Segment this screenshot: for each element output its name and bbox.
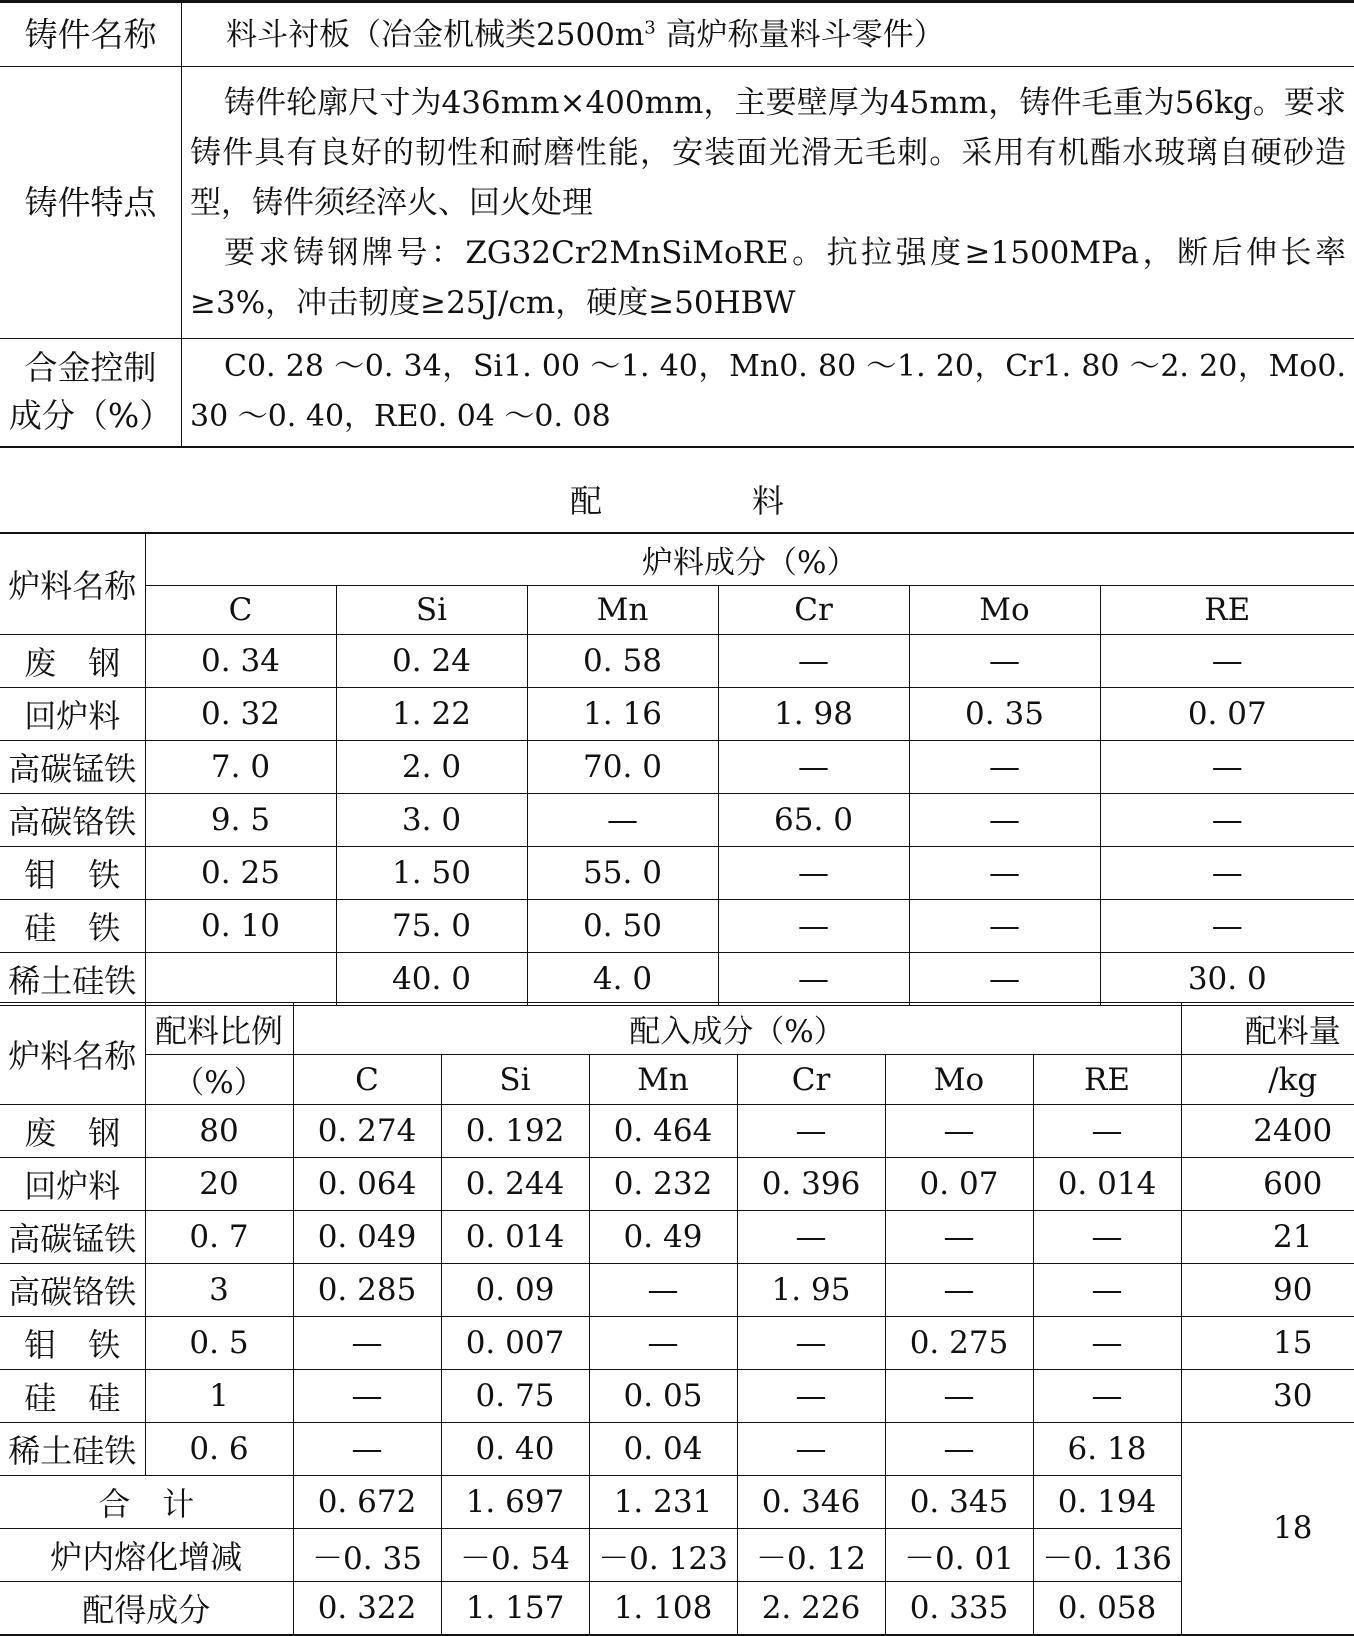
table-cell: 0. 35: [909, 687, 1100, 740]
table-cell: 0. 014: [1033, 1158, 1181, 1211]
alloy-control-label: [0, 339, 182, 447]
row-name: 回炉料: [0, 1158, 145, 1211]
table-cell: 0. 32: [145, 687, 336, 740]
amount-cell: 15: [1181, 1317, 1354, 1370]
alloy-control-row: [0, 339, 1354, 447]
ratio-cell: 0. 6: [145, 1423, 293, 1476]
table-cell: 0. 064: [293, 1158, 441, 1211]
mix-group-header: 配入成分（%）: [293, 1003, 1181, 1055]
table-row: [0, 952, 1354, 1005]
table-cell: 0. 49: [589, 1211, 737, 1264]
casting-name-label: 铸件名称: [0, 2, 182, 67]
table-cell: 0. 10: [145, 899, 336, 952]
table-cell: 1. 697: [441, 1476, 589, 1529]
row-name: 废 钢: [0, 1105, 145, 1158]
casting-name-tail: 高炉称量料斗零件）: [656, 17, 945, 53]
table-cell: —: [1100, 793, 1354, 846]
table-cell: —: [909, 793, 1100, 846]
table-cell: 0. 40: [441, 1423, 589, 1476]
table-cell: 0. 75: [441, 1370, 589, 1423]
features-paragraph-1: 铸件轮廓尺寸为436mm×400mm，主要壁厚为45mm，铸件毛重为56kg。要求铸件具有良好的韧性和耐磨性能，安装面光滑无毛刺。采用有机酯水玻璃自硬砂造型，铸件须经淬火、回火处理: [190, 78, 1346, 228]
table-cell: 0. 275: [885, 1317, 1033, 1370]
table-cell: －0. 01: [885, 1529, 1033, 1582]
casting-name-row: [0, 2, 1354, 67]
column-header: Cr: [718, 585, 909, 634]
casting-name-value: [182, 2, 1354, 67]
table-row: [0, 793, 1354, 846]
table-cell: 3. 0: [336, 793, 527, 846]
column-header: C: [145, 585, 336, 634]
casting-name-text: 料斗衬板（冶金机械类2500m: [226, 17, 644, 53]
table-cell: —: [1100, 846, 1354, 899]
table-cell: 9. 5: [145, 793, 336, 846]
section-title-left: 配: [570, 476, 602, 522]
table-cell: 0. 34: [145, 634, 336, 687]
column-header: RE: [1033, 1055, 1181, 1105]
table-cell: 75. 0: [336, 899, 527, 952]
casting-info-table: [0, 0, 1354, 448]
table-cell: —: [1100, 740, 1354, 793]
charge-composition-table: [0, 532, 1354, 1006]
row-name: 高碳锰铁: [0, 1211, 145, 1264]
table-cell: 0. 07: [1100, 687, 1354, 740]
amount-cell: 600: [1181, 1158, 1354, 1211]
table-cell: —: [718, 952, 909, 1005]
mix-ratio-header-unit: （%）: [145, 1055, 293, 1105]
table-cell: —: [718, 634, 909, 687]
table-cell: 0. 345: [885, 1476, 1033, 1529]
table-cell: 70. 0: [527, 740, 718, 793]
table-cell: 2. 226: [737, 1582, 885, 1635]
table-cell: 0. 396: [737, 1158, 885, 1211]
table-cell: 0. 335: [885, 1582, 1033, 1635]
table-cell: 40. 0: [336, 952, 527, 1005]
column-header: Mo: [909, 585, 1100, 634]
table-cell: [145, 952, 336, 1005]
column-header: RE: [1100, 585, 1354, 634]
table-cell: 0. 58: [527, 634, 718, 687]
table-cell: —: [909, 634, 1100, 687]
table-row: [0, 1317, 1354, 1370]
table-cell: —: [737, 1423, 885, 1476]
table-cell: 0. 274: [293, 1105, 441, 1158]
table-cell: 0. 322: [293, 1582, 441, 1635]
row-name: 稀土硅铁: [0, 952, 145, 1005]
alloy-label-line-2: 成分（%）: [0, 392, 181, 440]
table-row: [0, 634, 1354, 687]
table-cell: —: [1033, 1211, 1181, 1264]
table-row: [0, 846, 1354, 899]
table-cell: 0. 464: [589, 1105, 737, 1158]
alloy-control-value: [182, 339, 1354, 447]
table-cell: 0. 192: [441, 1105, 589, 1158]
section-title-right: 料: [752, 476, 784, 522]
table-cell: —: [718, 899, 909, 952]
table-cell: 0. 058: [1033, 1582, 1181, 1635]
mix-column-header-row: [0, 1055, 1354, 1105]
table-row: [0, 740, 1354, 793]
composition-column-header-row: [0, 585, 1354, 634]
amount-cell: 30: [1181, 1370, 1354, 1423]
table-cell: —: [527, 793, 718, 846]
table-cell: —: [909, 740, 1100, 793]
row-name: 废 钢: [0, 634, 145, 687]
row-name: 钼 铁: [0, 846, 145, 899]
table-cell: —: [909, 952, 1100, 1005]
summary-row: [0, 1476, 1354, 1529]
row-name: 高碳锰铁: [0, 740, 145, 793]
table-cell: 1. 98: [718, 687, 909, 740]
row-name: 高碳铬铁: [0, 1264, 145, 1317]
section-title: [0, 466, 1354, 532]
mix-amount-header: 配料量: [1181, 1003, 1354, 1055]
table-cell: 30. 0: [1100, 952, 1354, 1005]
table-cell: －0. 12: [737, 1529, 885, 1582]
table-cell: —: [1033, 1105, 1181, 1158]
table-cell: 0. 346: [737, 1476, 885, 1529]
row-name: 硅 铁: [0, 899, 145, 952]
table-cell: —: [909, 899, 1100, 952]
table-cell: 0. 232: [589, 1158, 737, 1211]
table-row: [0, 899, 1354, 952]
composition-name-header: 炉料名称: [0, 533, 145, 634]
table-cell: —: [718, 846, 909, 899]
summary-row-name: 炉内熔化增减: [0, 1529, 293, 1582]
amount-cell: 2400: [1181, 1105, 1354, 1158]
table-cell: 0. 25: [145, 846, 336, 899]
table-cell: —: [1033, 1264, 1181, 1317]
amount-cell: 21: [1181, 1211, 1354, 1264]
summary-row-name: 合 计: [0, 1476, 293, 1529]
amount-cell: 90: [1181, 1264, 1354, 1317]
mix-amount-header-unit: /kg: [1181, 1055, 1354, 1105]
table-cell: 7. 0: [145, 740, 336, 793]
mix-name-header: 炉料名称: [0, 1003, 145, 1105]
ratio-cell: 3: [145, 1264, 293, 1317]
table-cell: —: [885, 1264, 1033, 1317]
table-cell: 0. 194: [1033, 1476, 1181, 1529]
row-name: 钼 铁: [0, 1317, 145, 1370]
table-cell: —: [1100, 634, 1354, 687]
table-cell: 1. 95: [737, 1264, 885, 1317]
column-header: Si: [336, 585, 527, 634]
ratio-cell: 20: [145, 1158, 293, 1211]
table-cell: 1. 16: [527, 687, 718, 740]
table-row: [0, 687, 1354, 740]
table-cell: —: [589, 1264, 737, 1317]
table-cell: 55. 0: [527, 846, 718, 899]
casting-features-row: [0, 67, 1354, 339]
table-cell: 0. 007: [441, 1317, 589, 1370]
table-cell: 0. 014: [441, 1211, 589, 1264]
mix-ratio-header: 配料比例: [145, 1003, 293, 1055]
table-cell: —: [737, 1370, 885, 1423]
table-cell: —: [737, 1317, 885, 1370]
table-cell: －0. 136: [1033, 1529, 1181, 1582]
casting-features-label: 铸件特点: [0, 67, 182, 339]
row-name: 回炉料: [0, 687, 145, 740]
table-cell: －0. 35: [293, 1529, 441, 1582]
table-cell: 0. 09: [441, 1264, 589, 1317]
table-cell: —: [737, 1105, 885, 1158]
table-cell: —: [909, 846, 1100, 899]
table-cell: —: [885, 1211, 1033, 1264]
table-cell: 0. 24: [336, 634, 527, 687]
table-row: [0, 1423, 1354, 1476]
summary-row: [0, 1529, 1354, 1582]
summary-row-name: 配得成分: [0, 1582, 293, 1635]
column-header: Mn: [589, 1055, 737, 1105]
ratio-cell: 1: [145, 1370, 293, 1423]
table-cell: —: [1033, 1317, 1181, 1370]
table-cell: 1. 231: [589, 1476, 737, 1529]
table-row: [0, 1158, 1354, 1211]
column-header: Mn: [527, 585, 718, 634]
table-cell: 1. 50: [336, 846, 527, 899]
table-row: [0, 1105, 1354, 1158]
row-name: 高碳铬铁: [0, 793, 145, 846]
composition-group-header: 炉料成分（%）: [145, 533, 1354, 585]
casting-features-value: [182, 67, 1354, 339]
table-cell: —: [885, 1105, 1033, 1158]
column-header: Cr: [737, 1055, 885, 1105]
alloy-label-line-1: 合金控制: [0, 344, 181, 392]
table-cell: —: [885, 1370, 1033, 1423]
table-cell: —: [293, 1423, 441, 1476]
table-cell: －0. 123: [589, 1529, 737, 1582]
table-cell: 0. 244: [441, 1158, 589, 1211]
table-cell: —: [885, 1423, 1033, 1476]
table-cell: 1. 157: [441, 1582, 589, 1635]
table-cell: —: [718, 740, 909, 793]
table-cell: 0. 049: [293, 1211, 441, 1264]
alloy-control-text: C0. 28 ～0. 34，Si1. 00 ～1. 40，Mn0. 80 ～1. 20，Cr1. 80 ～2. 20，Mo0. 30 ～0. 40，RE0. 04 ～0. 08: [190, 342, 1346, 442]
table-cell: 1. 108: [589, 1582, 737, 1635]
table-cell: 6. 18: [1033, 1423, 1181, 1476]
table-cell: 0. 672: [293, 1476, 441, 1529]
casting-name-sup: 3: [644, 17, 655, 38]
table-cell: —: [737, 1211, 885, 1264]
table-cell: —: [293, 1317, 441, 1370]
table-cell: 0. 05: [589, 1370, 737, 1423]
summary-row: [0, 1582, 1354, 1635]
table-row: [0, 1211, 1354, 1264]
table-cell: —: [1100, 899, 1354, 952]
row-name: 硅 硅: [0, 1370, 145, 1423]
table-cell: 0. 04: [589, 1423, 737, 1476]
row-name: 稀土硅铁: [0, 1423, 145, 1476]
column-header: Mo: [885, 1055, 1033, 1105]
table-cell: 0. 50: [527, 899, 718, 952]
table-cell: —: [1033, 1370, 1181, 1423]
features-paragraph-2: 要求铸钢牌号：ZG32Cr2MnSiMoRE。抗拉强度≥1500MPa，断后伸长率≥3%，冲击韧度≥25J/cm，硬度≥50HBW: [190, 228, 1346, 328]
table-cell: 0. 285: [293, 1264, 441, 1317]
ratio-cell: 0. 5: [145, 1317, 293, 1370]
ratio-cell: 80: [145, 1105, 293, 1158]
column-header: Si: [441, 1055, 589, 1105]
table-cell: —: [589, 1317, 737, 1370]
table-cell: 0. 07: [885, 1158, 1033, 1211]
table-cell: 4. 0: [527, 952, 718, 1005]
table-cell: 65. 0: [718, 793, 909, 846]
table-cell: 1. 22: [336, 687, 527, 740]
charge-mix-table: [0, 1002, 1354, 1636]
column-header: C: [293, 1055, 441, 1105]
merged-amount-cell: 18: [1181, 1423, 1354, 1635]
table-cell: －0. 54: [441, 1529, 589, 1582]
table-cell: —: [293, 1370, 441, 1423]
table-row: [0, 1264, 1354, 1317]
ratio-cell: 0. 7: [145, 1211, 293, 1264]
table-row: [0, 1370, 1354, 1423]
table-cell: 2. 0: [336, 740, 527, 793]
